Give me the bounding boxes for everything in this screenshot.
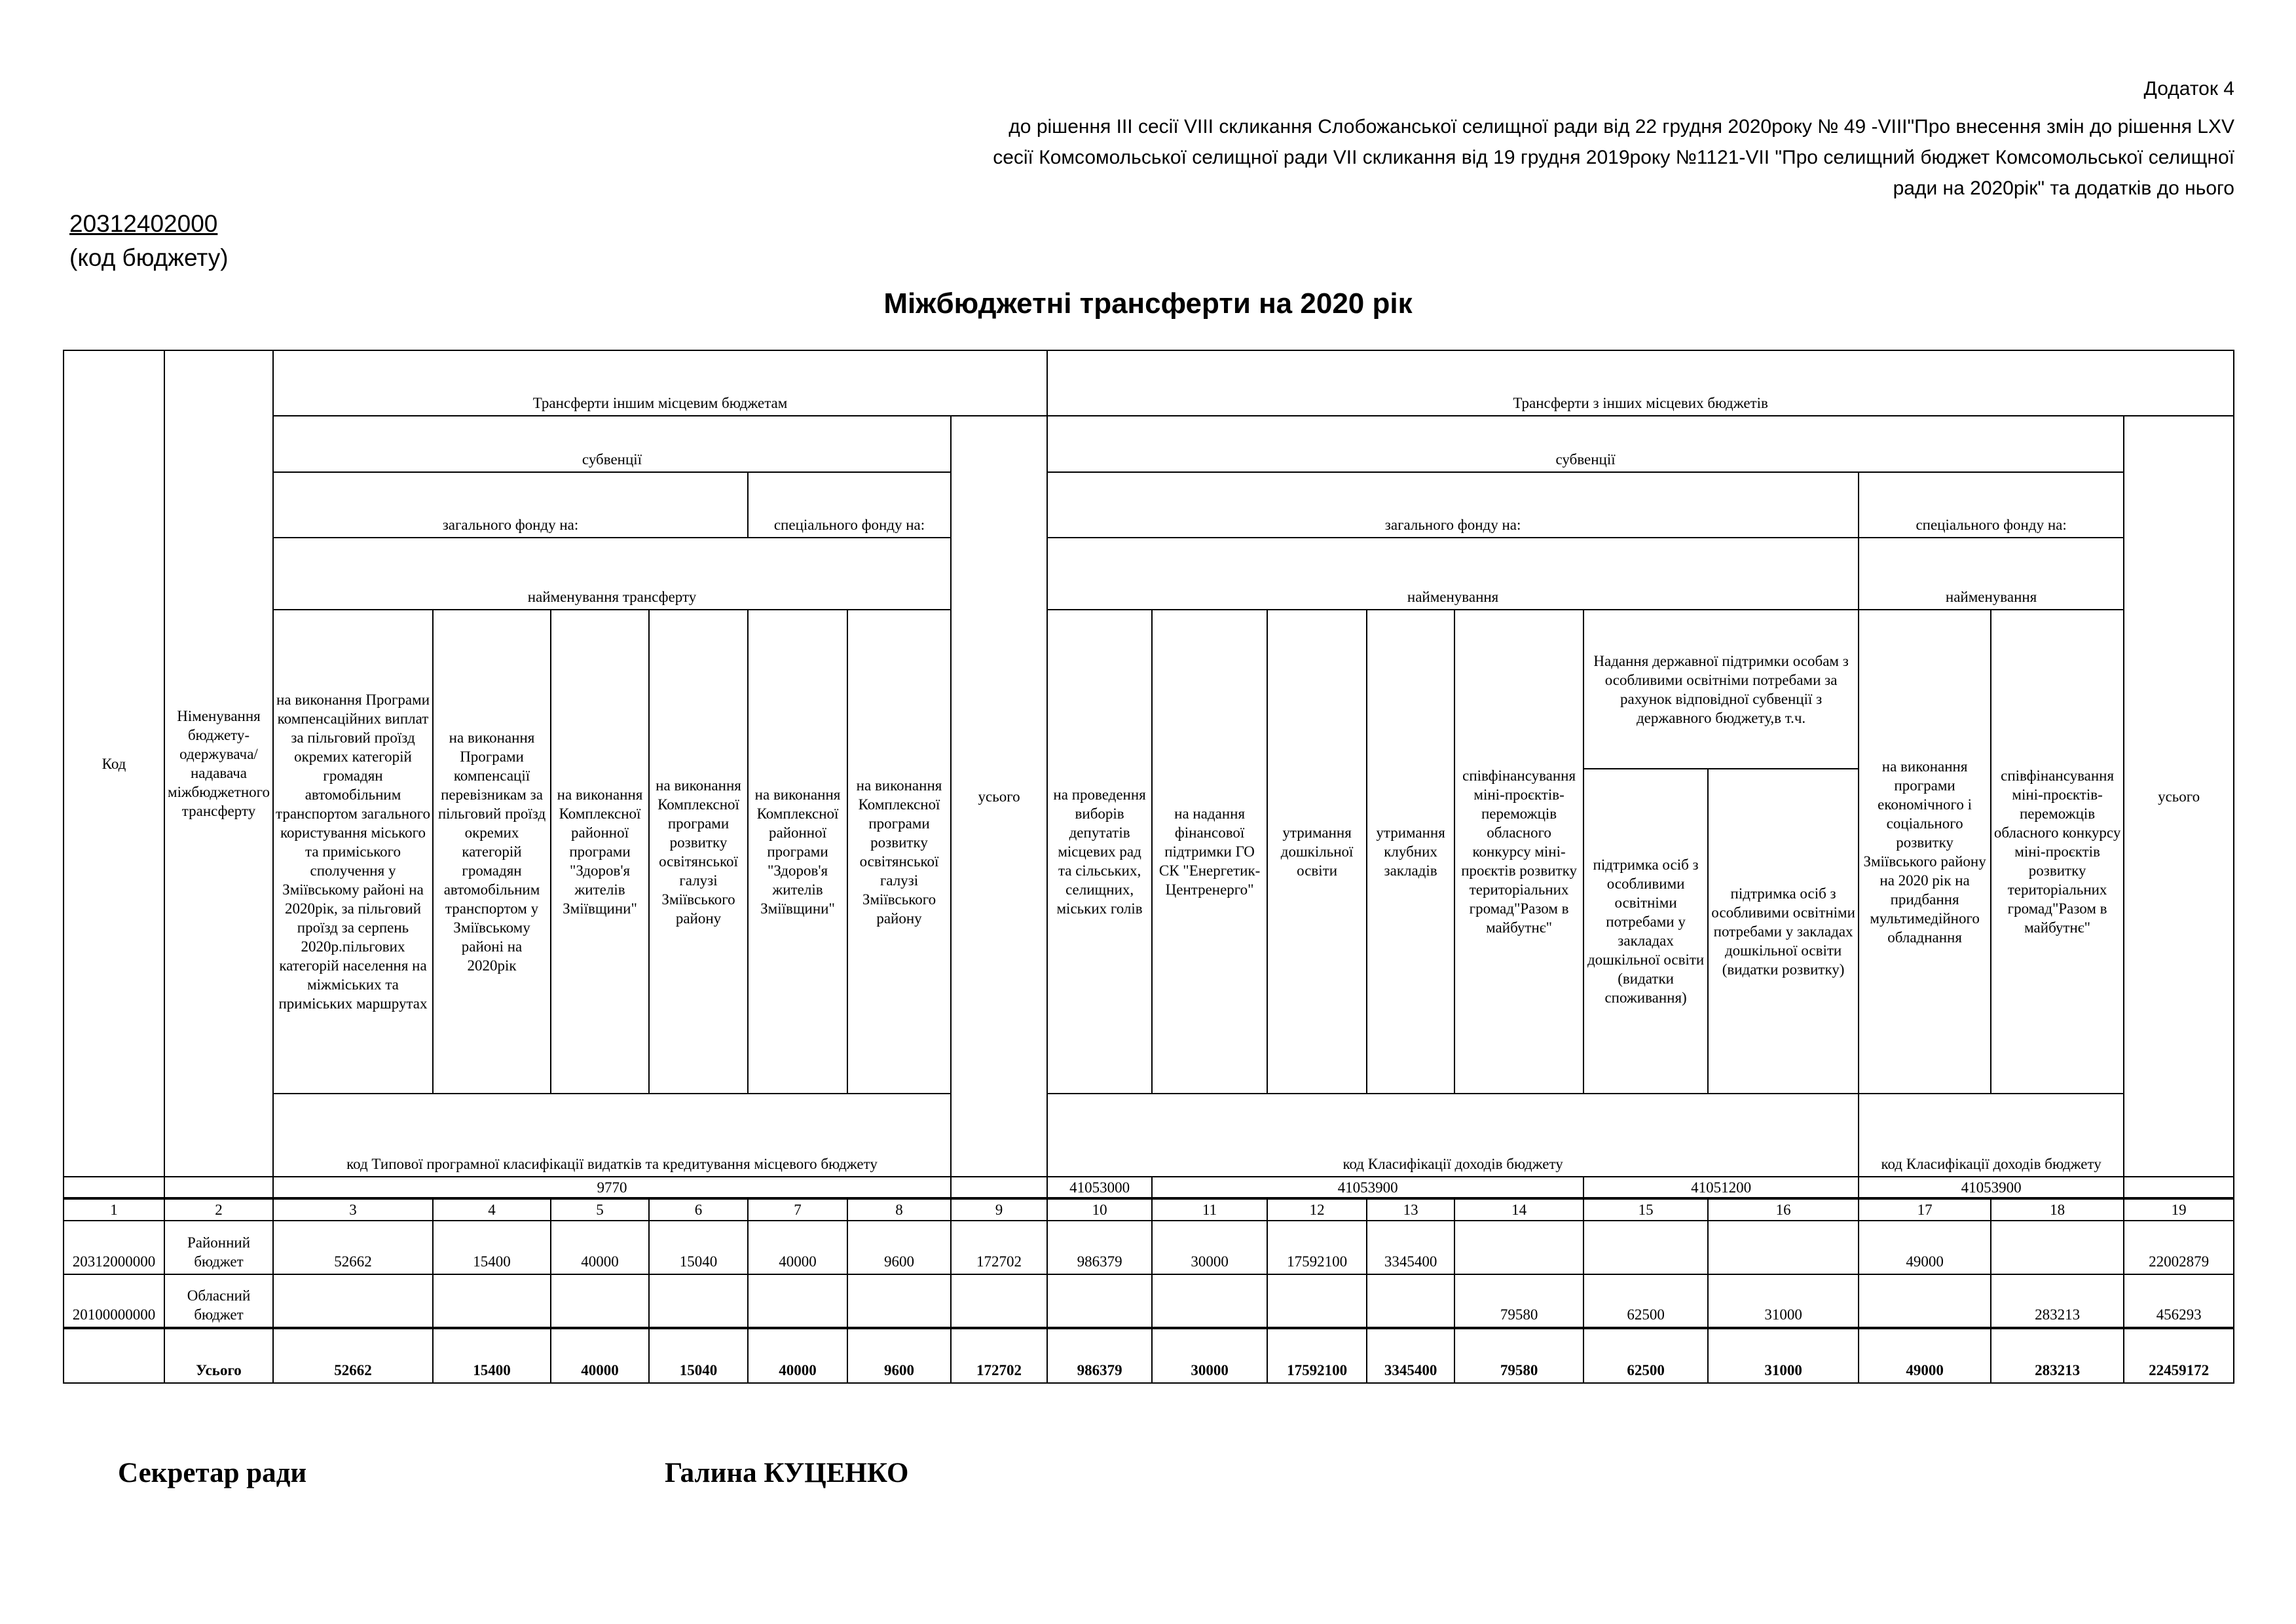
code-41053900: 41053900 (1152, 1177, 1583, 1198)
code-cell-empty (2124, 1177, 2234, 1198)
row-value (649, 1274, 748, 1328)
row-value: 22002879 (2124, 1221, 2234, 1274)
document-title: Міжбюджетні трансферти на 2020 рік (883, 287, 1413, 320)
budget-code-label: (код бюджету) (69, 244, 229, 271)
column-number: 15 (1583, 1198, 1708, 1221)
row-value: 986379 (1047, 1221, 1152, 1274)
column-number: 12 (1267, 1198, 1367, 1221)
row-value: 49000 (1859, 1328, 1991, 1383)
row-value: 79580 (1454, 1274, 1583, 1328)
header-general-fund-in: загального фонду на: (1047, 472, 1859, 538)
row-value (847, 1274, 951, 1328)
column-number: 19 (2124, 1198, 2234, 1221)
header-col11: на надання фінансової підтримки ГО СК "Енергетик-Центренерго" (1152, 610, 1267, 1094)
row-value (273, 1274, 433, 1328)
row-value: 40000 (748, 1221, 847, 1274)
row-value (1367, 1274, 1454, 1328)
row-value: 986379 (1047, 1328, 1152, 1383)
header-transfer-name: найменування трансферту (273, 538, 951, 610)
row-value: 3345400 (1367, 1328, 1454, 1383)
row-value (1047, 1274, 1152, 1328)
header-state-support: Надання державної підтримки особам з особливими освітніми потребами за рахунок відповідної субвенції з державного бюджету,в т.ч. (1583, 610, 1859, 769)
header-subventions-in: субвенції (1047, 416, 2124, 472)
row-value: 17592100 (1267, 1221, 1367, 1274)
header-name-special: найменування (1859, 538, 2124, 610)
row-value (1267, 1274, 1367, 1328)
row-value: 283213 (1991, 1274, 2124, 1328)
code-41053000: 41053000 (1047, 1177, 1152, 1198)
header-recipient-name: Німенування бюджету-одержувача/надавача міжбюджетного трансферту (164, 350, 273, 1177)
decision-line: сесії Комсомольської селищної ради VII скликання від 19 грудня 2019року №1121-VII "Про селищний бюджет Комсомольської селищної (993, 147, 2234, 168)
header-col18: співфінансування міні-проєктів-переможців обласного конкурсу міні-проєктів розвитку територіальних громад"Разом в майбутнє" (1991, 610, 2124, 1094)
column-number: 8 (847, 1198, 951, 1221)
row-value (551, 1274, 649, 1328)
row-value: 40000 (551, 1328, 649, 1383)
table-row (64, 1221, 2234, 1274)
header-col7: на виконання Комплексної районної програми "Здоров'я жителів Зміївщини" (748, 610, 847, 1094)
row-value (433, 1274, 551, 1328)
row-name: Усього (164, 1328, 273, 1383)
header-transfers-from-other: Трансферти з інших місцевих бюджетів (1047, 350, 2234, 416)
row-value: 40000 (551, 1221, 649, 1274)
row-value: 283213 (1991, 1328, 2124, 1383)
column-number: 2 (164, 1198, 273, 1221)
row-value: 52662 (273, 1328, 433, 1383)
header-col15: підтримка осіб з особливими освітніми потребами у закладах дошкільної освіти (видатки споживання) (1583, 769, 1708, 1094)
column-number: 16 (1708, 1198, 1859, 1221)
row-value: 30000 (1152, 1328, 1267, 1383)
header-income-classification-special: код Класифікації доходів бюджету (1859, 1094, 2124, 1177)
header-col3: на виконання Програми компенсаційних виплат за пільговий проїзд окремих категорій громадян автомобільним транспортом загального користування міського та приміського сполучення у Зміївському районі на 2020рік, за пільговий проїзд за серпень 2020р.пільгових категорій населення на міжміських та приміських маршрутах (273, 610, 433, 1094)
row-name: Обласний бюджет (164, 1274, 273, 1328)
row-value: 15040 (649, 1221, 748, 1274)
row-value: 15400 (433, 1328, 551, 1383)
row-value (748, 1274, 847, 1328)
column-number: 5 (551, 1198, 649, 1221)
row-value: 17592100 (1267, 1328, 1367, 1383)
row-value: 62500 (1583, 1328, 1708, 1383)
column-number: 9 (951, 1198, 1047, 1221)
header-total-out: усього (951, 416, 1047, 1177)
header-name-general: найменування (1047, 538, 1859, 610)
header-general-fund-out: загального фонду на: (273, 472, 748, 538)
transfers-table (63, 350, 2234, 1384)
column-number: 6 (649, 1198, 748, 1221)
column-number: 4 (433, 1198, 551, 1221)
row-name: Районний бюджет (164, 1221, 273, 1274)
totals-row (64, 1328, 2234, 1383)
header-expense-classification: код Типової програмної класифікації видатків та кредитування місцевого бюджету (273, 1094, 951, 1177)
row-value: 3345400 (1367, 1221, 1454, 1274)
row-value: 52662 (273, 1221, 433, 1274)
signature-title: Секретар ради (118, 1458, 307, 1488)
row-code: 20100000000 (64, 1274, 164, 1328)
code-cell-empty (64, 1177, 164, 1198)
header-total-in: усього (2124, 416, 2234, 1177)
row-value (1152, 1274, 1267, 1328)
row-value: 172702 (951, 1328, 1047, 1383)
column-number: 3 (273, 1198, 433, 1221)
header-col17: на виконання програми економічного і соціального розвитку Зміївського району на 2020 рік на придбання мультимедійного обладнання (1859, 610, 1991, 1094)
code-41051200: 41051200 (1583, 1177, 1859, 1198)
row-value: 15400 (433, 1221, 551, 1274)
row-value: 62500 (1583, 1274, 1708, 1328)
column-number: 17 (1859, 1198, 1991, 1221)
header-col6: на виконання Комплексної програми розвитку освітянської галузі Зміївського району (649, 610, 748, 1094)
header-special-fund-in: спеціального фонду на: (1859, 472, 2124, 538)
header-col8: на виконання Комплексної програми розвитку освітянської галузі Зміївського району (847, 610, 951, 1094)
code-9770: 9770 (273, 1177, 951, 1198)
row-value (1454, 1221, 1583, 1274)
decision-line: до рішення III сесії VIII скликання Слобожанської селищної ради від 22 грудня 2020року № 49 -VIII"Про внесення змін до рішення LXV (1009, 116, 2234, 138)
row-code (64, 1328, 164, 1383)
signature-name: Галина КУЦЕНКО (665, 1458, 909, 1488)
header-col13: утримання клубних закладів (1367, 610, 1454, 1094)
row-value (1583, 1221, 1708, 1274)
budget-code: 20312402000 (69, 210, 218, 237)
row-value: 30000 (1152, 1221, 1267, 1274)
row-value: 40000 (748, 1328, 847, 1383)
decision-line: ради на 2020рік" та додатків до нього (1893, 177, 2234, 199)
row-value: 15040 (649, 1328, 748, 1383)
header-subventions-out: субвенції (273, 416, 951, 472)
row-value: 9600 (847, 1221, 951, 1274)
row-value (1708, 1221, 1859, 1274)
row-value: 49000 (1859, 1221, 1991, 1274)
row-value (1991, 1221, 2124, 1274)
row-value (951, 1274, 1047, 1328)
header-col12: утримання дошкільної освіти (1267, 610, 1367, 1094)
column-numbers-row (64, 1198, 2234, 1221)
header-transfers-to-other: Трансферти іншим місцевим бюджетам (273, 350, 1047, 416)
column-number: 18 (1991, 1198, 2124, 1221)
row-value: 172702 (951, 1221, 1047, 1274)
row-value: 79580 (1454, 1328, 1583, 1383)
column-number: 10 (1047, 1198, 1152, 1221)
column-number: 11 (1152, 1198, 1267, 1221)
code-cell-empty (951, 1177, 1047, 1198)
header-income-classification: код Класифікації доходів бюджету (1047, 1094, 1859, 1177)
column-number: 1 (64, 1198, 164, 1221)
row-value: 22459172 (2124, 1328, 2234, 1383)
code-cell-empty (164, 1177, 273, 1198)
header-col4: на виконання Програми компенсації перевізникам за пільговий проїзд окремих категорій громадян автомобільним транспортом у Зміївському районі на 2020рік (433, 610, 551, 1094)
row-value: 456293 (2124, 1274, 2234, 1328)
row-value: 31000 (1708, 1328, 1859, 1383)
header-special-fund-out: спеціального фонду на: (748, 472, 951, 538)
header-col16: підтримка осіб з особливими освітніми потребами у закладах дошкільної освіти (видатки розвитку) (1708, 769, 1859, 1094)
header-col5: на виконання Комплексної районної програми "Здоров'я жителів Зміївщини" (551, 610, 649, 1094)
row-value (1859, 1274, 1991, 1328)
header-col10: на проведення виборів депутатів місцевих рад та сільських, селищних, міських голів (1047, 610, 1152, 1094)
row-code: 20312000000 (64, 1221, 164, 1274)
decision-reference (859, 111, 2234, 204)
addendum-label: Додаток 4 (2143, 78, 2234, 100)
column-number: 13 (1367, 1198, 1454, 1221)
column-number: 14 (1454, 1198, 1583, 1221)
column-number: 7 (748, 1198, 847, 1221)
row-value: 31000 (1708, 1274, 1859, 1328)
header-code: Код (64, 350, 164, 1177)
table-row (64, 1274, 2234, 1328)
header-col14: співфінансування міні-проєктів-переможців обласного конкурсу міні-проєктів розвитку територіальних громад"Разом в майбутнє" (1454, 610, 1583, 1094)
code-41053900-special: 41053900 (1859, 1177, 2124, 1198)
row-value: 9600 (847, 1328, 951, 1383)
